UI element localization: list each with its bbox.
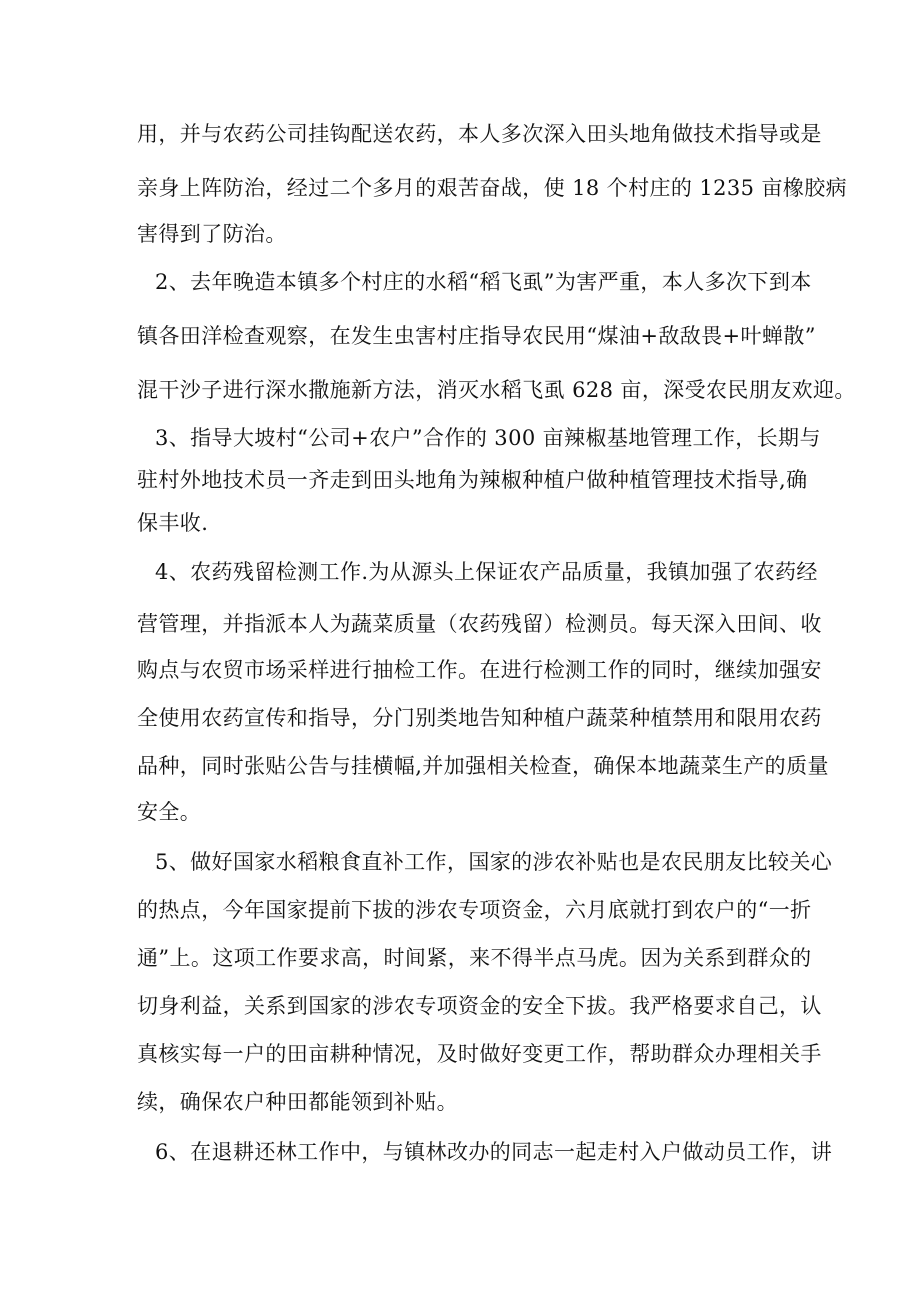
text-line: 的热点，今年国家提前下拔的涉农专项资金，六月底就打到农户的“一折 xyxy=(137,898,812,922)
text-line: 用，并与农药公司挂钩配送农药，本人多次深入田头地角做技术指导或是 xyxy=(137,122,822,146)
text-line: 安全。 xyxy=(137,800,202,824)
text-line: 切身利益，关系到国家的涉农专项资金的安全下拔。我严格要求自己，认 xyxy=(137,994,822,1018)
text-line: 续，确保农户种田都能领到补贴。 xyxy=(137,1090,458,1114)
text-line: 4、农药残留检测工作.为从源头上保证农产品质量，我镇加强了农药经 xyxy=(155,560,818,584)
text-line: 保丰收. xyxy=(137,511,209,535)
text-line: 真核实每一户的田亩耕种情况，及时做好变更工作，帮助群众办理相关手 xyxy=(137,1042,822,1066)
text-line: 混干沙子进行深水撒施新方法，消灭水稻飞虱 628 亩，深受农民朋友欢迎。 xyxy=(137,378,856,402)
text-line: 2、去年晚造本镇多个村庄的水稻“稻飞虱”为害严重，本人多次下到本 xyxy=(155,270,812,294)
text-line: 3、指导大坡村“公司+农户”合作的 300 亩辣椒基地管理工作，长期与 xyxy=(155,426,821,450)
text-line: 镇各田洋检查观察，在发生虫害村庄指导农民用“煤油+敌敌畏+叶蝉散” xyxy=(137,324,816,348)
text-line: 品种，同时张贴公告与挂横幅,并加强相关检查，确保本地蔬菜生产的质量 xyxy=(137,754,829,778)
text-line: 亲身上阵防治，经过二个多月的艰苦奋战，使 18 个村庄的 1235 亩橡胶病 xyxy=(137,176,848,200)
text-line: 5、做好国家水稻粮食直补工作，国家的涉农补贴也是农民朋友比较关心 xyxy=(155,850,833,874)
text-line: 全使用农药宣传和指导，分门别类地告知种植户蔬菜种植禁用和限用农药 xyxy=(137,706,822,730)
text-line: 害得到了防治。 xyxy=(137,222,287,246)
text-line: 6、在退耕还林工作中，与镇林改办的同志一起走村入户做动员工作，讲 xyxy=(155,1140,833,1164)
text-line: 营管理，并指派本人为蔬菜质量（农药残留）检测员。每天深入田间、收 xyxy=(137,612,822,636)
text-line: 通”上。这项工作要求高，时间紧，来不得半点马虎。因为关系到群众的 xyxy=(137,946,812,970)
text-line: 驻村外地技术员一齐走到田头地角为辣椒种植户做种植管理技术指导,确 xyxy=(137,468,808,492)
text-line: 购点与农贸市场采样进行抽检工作。在进行检测工作的同时，继续加强安 xyxy=(137,658,822,682)
